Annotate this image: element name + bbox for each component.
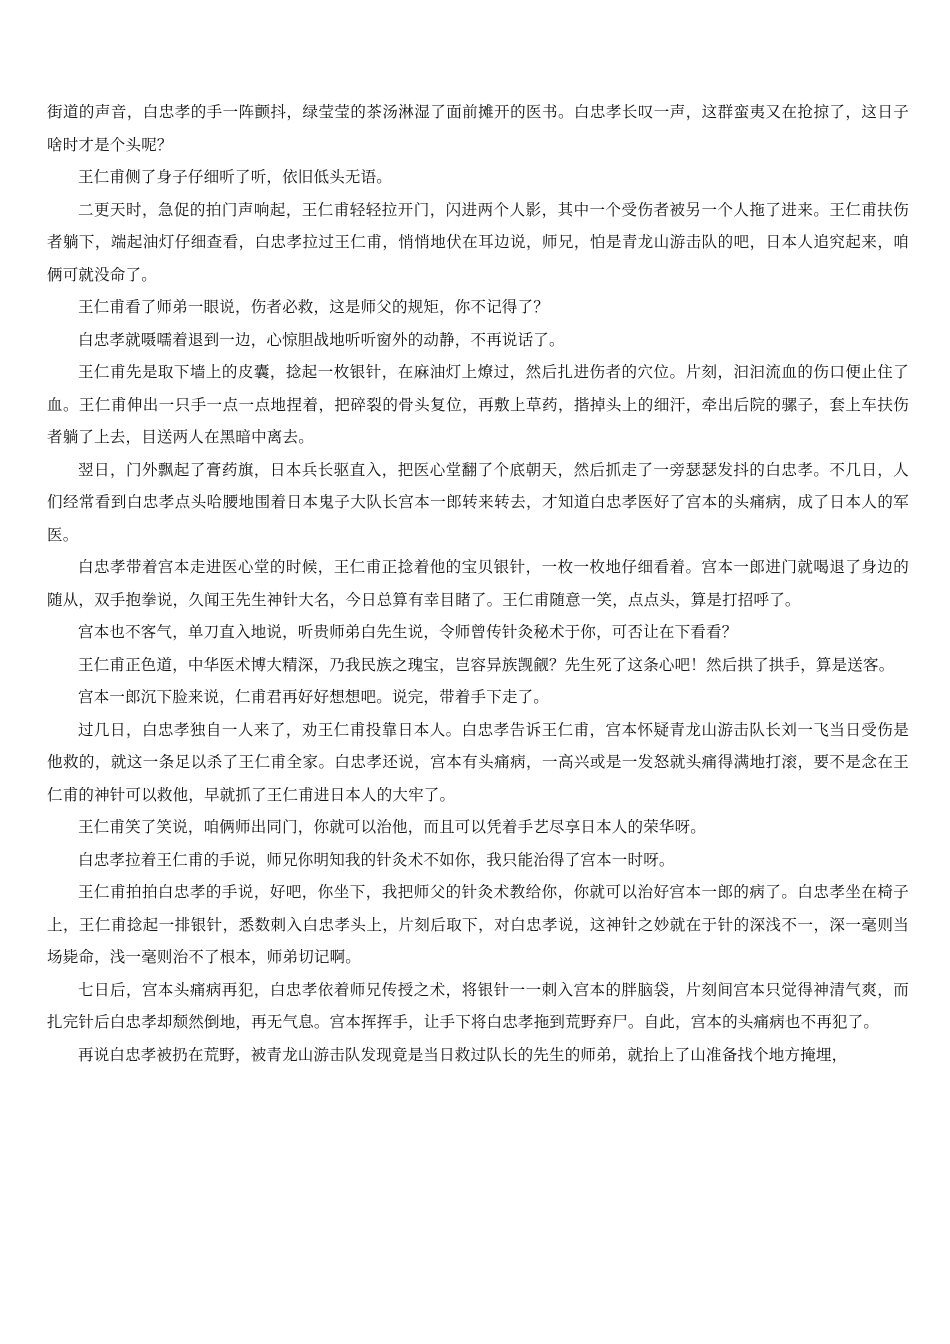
paragraph: 白忠孝就嗫嚅着退到一边，心惊胆战地听听窗外的动静，不再说话了。: [78, 330, 565, 349]
paragraph: 过几日，白忠孝独自一人来了，劝王仁甫投靠日本人。白忠孝告诉王仁甫，宫本怀疑青龙山游击队长刘一飞当日受伤是他救的，就这一条足以杀了王仁甫全家。白忠孝还说，宫本有头痛病，一高兴或是一发怒就头痛得满地打滚，要不是念在王仁甫的神针可以救他，早就抓了王仁甫进日本人的大牢了。: [47, 720, 909, 804]
paragraph: 白忠孝带着宫本走进医心堂的时候，王仁甫正捻着他的宝贝银针，一枚一枚地仔细看着。宫本一郎进门就喝退了身边的随从，双手抱拳说，久闻王先生神针大名，今日总算有幸目睹了。王仁甫随意一笑，点点头，算是打招呼了。: [47, 558, 909, 609]
paragraph: 王仁甫正色道，中华医术博大精深，乃我民族之瑰宝，岂容异族觊觎？先生死了这条心吧！然后拱了拱手，算是送客。: [78, 655, 895, 674]
paragraph: 王仁甫拍拍白忠孝的手说，好吧，你坐下，我把师父的针灸术教给你，你就可以治好宫本一郎的病了。白忠孝坐在椅子上，王仁甫捻起一排银针，悉数刺入白忠孝头上，片刻后取下，对白忠孝说，这神针之妙就在于针的深浅不一，深一毫则当场毙命，浅一毫则治不了根本，师弟切记啊。: [47, 883, 909, 966]
paragraph: 王仁甫看了师弟一眼说，伤者必救，这是师父的规矩，你不记得了？: [78, 298, 550, 316]
paragraph: 翌日，门外飘起了膏药旗，日本兵长驱直入，把医心堂翻了个底朝天，然后抓走了一旁瑟瑟发抖的白忠孝。不几日，人们经常看到白忠孝点头哈腰地围着日本鬼子大队长宫本一郎转来转去，才知道白忠孝医好了宫本的头痛病，成了日本人的军医。: [47, 460, 909, 544]
document-body: [47, 96, 909, 1071]
paragraph: 宫本一郎沉下脸来说，仁甫君再好好想想吧。说完，带着手下走了。: [78, 688, 550, 706]
paragraph: 街道的声音，白忠孝的手一阵颤抖，绿莹莹的茶汤淋湿了面前摊开的医书。白忠孝长叹一声，这群蛮夷又在抢掠了，这日子啥时才是个头呢？: [47, 103, 909, 154]
paragraph: 王仁甫笑了笑说，咱俩师出同门，你就可以治他，而且可以凭着手艺尽享日本人的荣华呀。: [78, 818, 707, 836]
paragraph: 再说白忠孝被扔在荒野，被青龙山游击队发现竟是当日救过队长的先生的师弟，就抬上了山准备找个地方掩埋，: [78, 1045, 848, 1064]
paragraph: 白忠孝拉着王仁甫的手说，师兄你明知我的针灸术不如你，我只能治得了宫本一时呀。: [78, 850, 675, 869]
paragraph: 王仁甫先是取下墙上的皮囊，捻起一枚银针，在麻油灯上燎过，然后扎进伤者的穴位。片刻，汩汩流血的伤口便止住了血。王仁甫伸出一只手一点一点地捏着，把碎裂的骨头复位，再敷上草药，揩掉头上的细汗，牵出后院的骡子，套上车扶伤者躺了上去，目送两人在黑暗中离去。: [47, 363, 909, 446]
paragraph: 王仁甫侧了身子仔细听了听，依旧低头无语。: [78, 168, 393, 186]
paragraph: 二更天时，急促的拍门声响起，王仁甫轻轻拉开门，闪进两个人影，其中一个受伤者被另一个人拖了进来。王仁甫扶伤者躺下，端起油灯仔细查看，白忠孝拉过王仁甫，悄悄地伏在耳边说，师兄，怕是青龙山游击队的吧，日本人追究起来，咱俩可就没命了。: [47, 200, 909, 284]
paragraph: 七日后，宫本头痛病再犯，白忠孝依着师兄传授之术，将银针一一刺入宫本的胖脑袋，片刻间宫本只觉得神清气爽，而扎完针后白忠孝却颓然倒地，再无气息。宫本挥挥手，让手下将白忠孝拖到荒野弃尸。自此，宫本的头痛病也不再犯了。: [47, 980, 909, 1031]
paragraph: 宫本也不客气，单刀直入地说，听贵师弟白先生说，令师曾传针灸秘术于你，可否让在下看看？: [78, 623, 738, 641]
